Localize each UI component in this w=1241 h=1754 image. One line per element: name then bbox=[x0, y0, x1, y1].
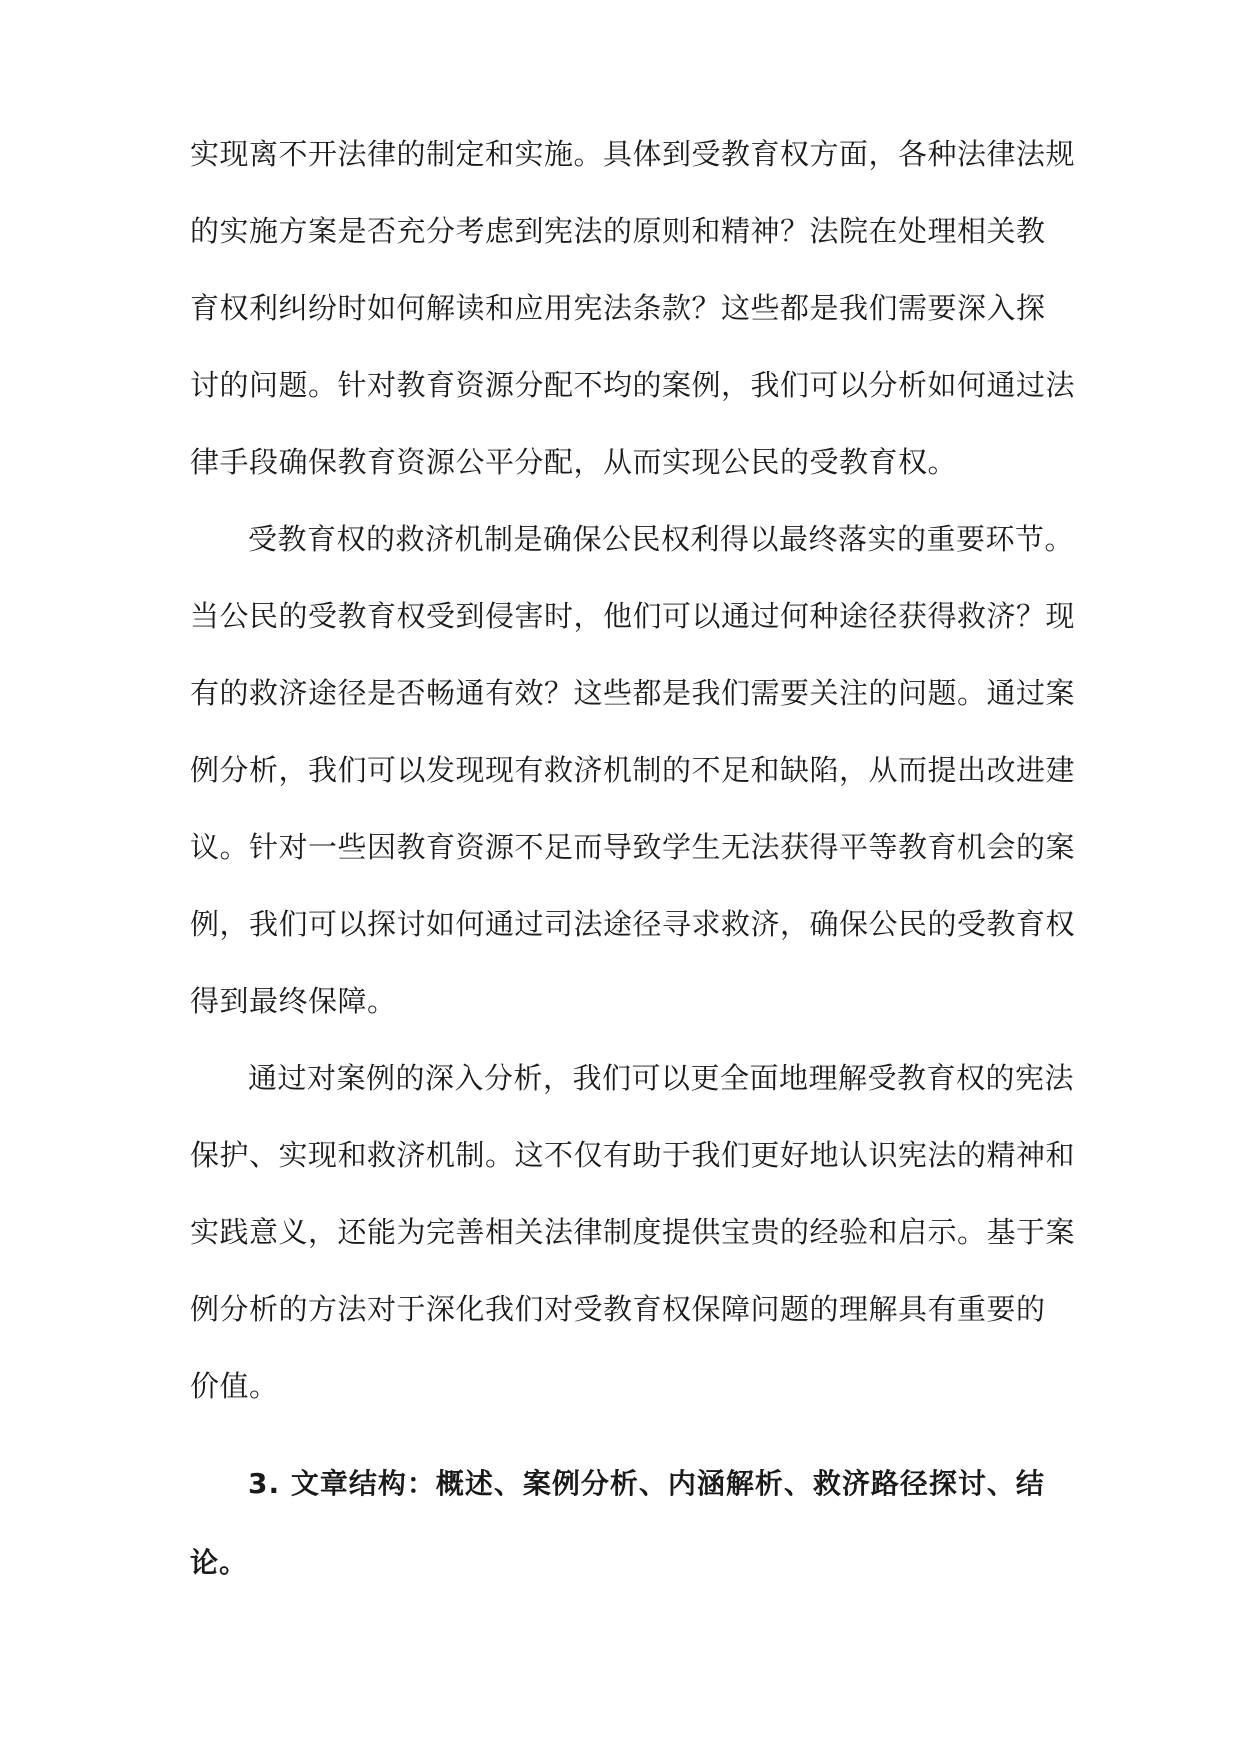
paragraph-1-line-5: 律手段确保教育资源公平分配，从而实现公民的受教育权。 bbox=[190, 445, 958, 479]
paragraph-2-line-6: 例，我们可以探讨如何通过司法途径寻求救济，确保公民的受教育权 bbox=[190, 907, 1076, 941]
paragraph-1-line-4: 讨的问题。针对教育资源分配不均的案例，我们可以分析如何通过法 bbox=[190, 368, 1076, 402]
paragraph-3-line-2: 保护、实现和救济机制。这不仅有助于我们更好地认识宪法的精神和 bbox=[190, 1138, 1076, 1172]
paragraph-2-line-4: 例分析，我们可以发现现有救济机制的不足和缺陷，从而提出改进建 bbox=[190, 753, 1076, 787]
paragraph-1-line-2: 的实施方案是否充分考虑到宪法的原则和精神？法院在处理相关教 bbox=[190, 214, 1046, 248]
paragraph-3-line-4: 例分析的方法对于深化我们对受教育权保障问题的理解具有重要的 bbox=[190, 1292, 1046, 1326]
paragraph-3-line-5: 价值。 bbox=[190, 1369, 279, 1403]
paragraph-2-line-7: 得到最终保障。 bbox=[190, 984, 397, 1018]
paragraph-3-line-1: 通过对案例的深入分析，我们可以更全面地理解受教育权的宪法 bbox=[248, 1061, 1075, 1095]
paragraph-2-line-1: 受教育权的救济机制是确保公民权利得以最终落实的重要环节。 bbox=[248, 522, 1075, 556]
paragraph-1-line-1: 实现离不开法律的制定和实施。具体到受教育权方面，各种法律法规 bbox=[190, 137, 1076, 171]
paragraph-1-line-3: 育权利纠纷时如何解读和应用宪法条款？这些都是我们需要深入探 bbox=[190, 291, 1046, 325]
section-heading-line-1: 3. 文章结构：概述、案例分析、内涵解析、救济路径探讨、结 bbox=[248, 1467, 1045, 1500]
paragraph-3-line-3: 实践意义，还能为完善相关法律制度提供宝贵的经验和启示。基于案 bbox=[190, 1215, 1076, 1249]
section-heading-line-2: 论。 bbox=[190, 1546, 249, 1579]
paragraph-2-line-2: 当公民的受教育权受到侵害时，他们可以通过何种途径获得救济？现 bbox=[190, 599, 1076, 633]
paragraph-2-line-3: 有的救济途径是否畅通有效？这些都是我们需要关注的问题。通过案 bbox=[190, 676, 1076, 710]
paragraph-2-line-5: 议。针对一些因教育资源不足而导致学生无法获得平等教育机会的案 bbox=[190, 830, 1076, 864]
